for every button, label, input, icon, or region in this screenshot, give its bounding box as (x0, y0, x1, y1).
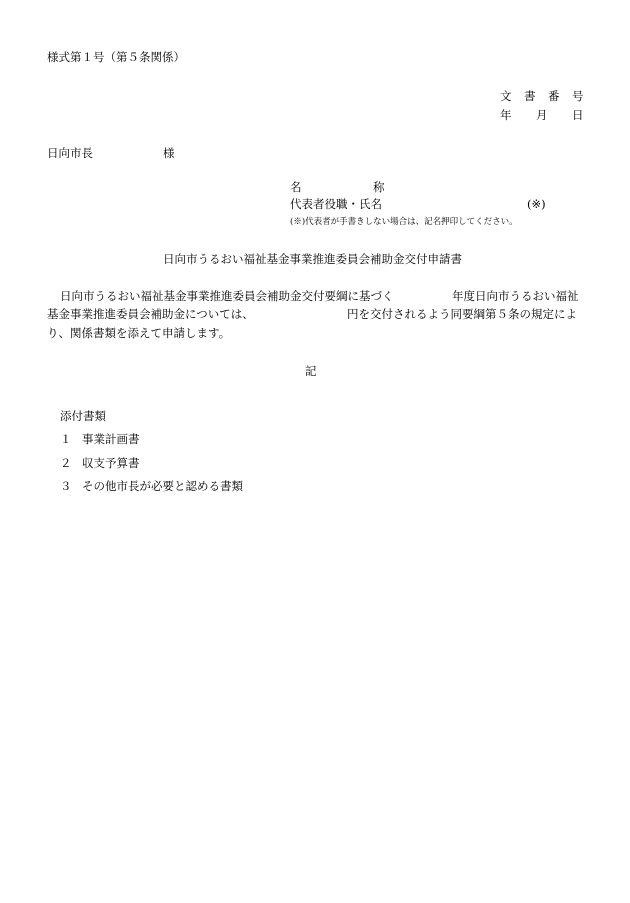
addressee-name: 日向市長 (47, 146, 93, 160)
doc-number-char: 文 (500, 89, 512, 103)
body-line2-b: 円を交付されるよう同要綱第５条の規定によ (347, 307, 577, 321)
doc-number-char: 号 (572, 89, 584, 103)
list-item-number: ２ (60, 456, 72, 470)
body-line3: り、関係書類を添えて申請します。 (47, 326, 231, 340)
ki-mark: 記 (305, 364, 317, 378)
applicant-name-char: 名 (290, 180, 302, 194)
applicant-mark: (※) (527, 197, 546, 211)
list-item-text: 収支予算書 (82, 456, 140, 470)
doc-number-char: 番 (548, 89, 560, 103)
applicant-name-char: 称 (373, 180, 385, 194)
body-line1-b: 年度日向市うるおい福祉 (452, 289, 579, 303)
doc-number-char: 書 (524, 89, 536, 103)
applicant-representative: 代表者役職・氏名 (290, 197, 382, 211)
date-month: 月 (536, 108, 548, 122)
addressee-honorific: 様 (163, 146, 175, 160)
document-title: 日向市うるおい福祉基金事業推進委員会補助金交付申請書 (163, 252, 462, 266)
list-item-number: １ (60, 432, 72, 446)
date-day: 日 (572, 108, 584, 122)
form-label: 様式第１号（第５条関係） (47, 50, 185, 64)
body-line2-a: 基金事業推進委員会補助金については、 (47, 307, 254, 321)
list-item-text: その他市長が必要と認める書類 (82, 479, 243, 493)
applicant-note: (※)代表者が手書きしない場合は、記名押印してください。 (290, 217, 518, 227)
body-line1-a: 日向市うるおい福祉基金事業推進委員会補助金交付要綱に基づく (60, 289, 394, 303)
list-item-number: ３ (60, 479, 72, 493)
list-item-text: 事業計画書 (82, 432, 140, 446)
date-year: 年 (500, 108, 512, 122)
attachments-heading: 添付書類 (60, 409, 106, 423)
